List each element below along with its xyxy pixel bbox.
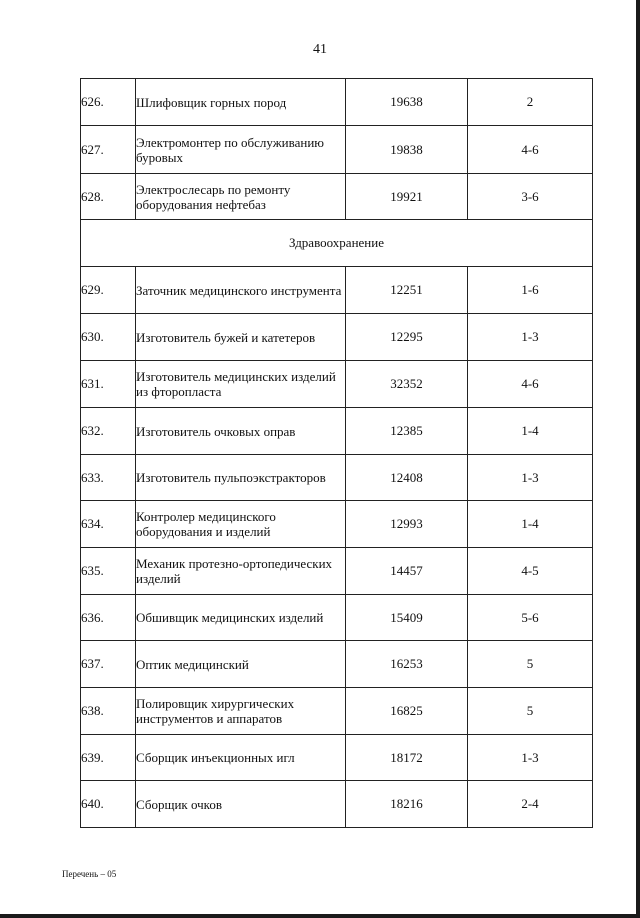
profession-name: Электромонтер по обслуживанию буровых — [136, 126, 346, 174]
profession-name: Электрослесарь по ремонту оборудования нефтебаз — [136, 174, 346, 220]
table-row — [81, 267, 593, 314]
row-number: 630. — [81, 314, 136, 361]
table-row — [81, 735, 593, 781]
table-row — [81, 595, 593, 641]
profession-name: Изготовитель бужей и катетеров — [136, 314, 346, 361]
grade-range: 5 — [468, 688, 593, 735]
row-number: 631. — [81, 361, 136, 408]
row-number: 632. — [81, 408, 136, 455]
row-number: 637. — [81, 641, 136, 688]
table-row — [81, 501, 593, 548]
table-row — [81, 408, 593, 455]
profession-name: Изготовитель медицинских изделий из фторопласта — [136, 361, 346, 408]
row-number: 626. — [81, 79, 136, 126]
table-row — [81, 361, 593, 408]
profession-code: 12408 — [346, 455, 468, 501]
profession-name: Полировщик хирургических инструментов и аппаратов — [136, 688, 346, 735]
table-row — [81, 781, 593, 828]
profession-name: Обшивщик медицинских изделий — [136, 595, 346, 641]
profession-name: Сборщик очков — [136, 781, 346, 828]
table-row — [81, 174, 593, 220]
profession-name: Изготовитель очковых оправ — [136, 408, 346, 455]
profession-code: 32352 — [346, 361, 468, 408]
profession-table — [80, 78, 593, 828]
profession-code: 16253 — [346, 641, 468, 688]
grade-range: 1-3 — [468, 314, 593, 361]
profession-name: Механик протезно-ортопедических изделий — [136, 548, 346, 595]
grade-range: 4-6 — [468, 361, 593, 408]
grade-range: 2-4 — [468, 781, 593, 828]
profession-code: 12385 — [346, 408, 468, 455]
profession-code: 12993 — [346, 501, 468, 548]
profession-name: Контролер медицинского оборудования и изделий — [136, 501, 346, 548]
profession-code: 16825 — [346, 688, 468, 735]
profession-code: 18216 — [346, 781, 468, 828]
table-row — [81, 314, 593, 361]
grade-range: 3-6 — [468, 174, 593, 220]
scan-edge-right — [636, 0, 640, 918]
grade-range: 1-6 — [468, 267, 593, 314]
grade-range: 2 — [468, 79, 593, 126]
section-row — [81, 220, 593, 267]
grade-range: 1-4 — [468, 501, 593, 548]
table-row — [81, 79, 593, 126]
row-number: 628. — [81, 174, 136, 220]
profession-code: 19921 — [346, 174, 468, 220]
table-row — [81, 641, 593, 688]
grade-range: 1-3 — [468, 455, 593, 501]
grade-range: 5-6 — [468, 595, 593, 641]
profession-name: Сборщик инъекционных игл — [136, 735, 346, 781]
table-row — [81, 548, 593, 595]
table-row — [81, 455, 593, 501]
row-number: 640. — [81, 781, 136, 828]
footer-text: Перечень – 05 — [62, 869, 117, 879]
grade-range: 4-6 — [468, 126, 593, 174]
row-number: 635. — [81, 548, 136, 595]
profession-code: 19638 — [346, 79, 468, 126]
row-number: 636. — [81, 595, 136, 641]
scan-edge-bottom — [0, 914, 640, 918]
profession-name: Изготовитель пульпоэкстракторов — [136, 455, 346, 501]
profession-name: Оптик медицинский — [136, 641, 346, 688]
profession-code: 15409 — [346, 595, 468, 641]
table-body-before — [81, 79, 593, 220]
profession-code: 19838 — [346, 126, 468, 174]
profession-code: 14457 — [346, 548, 468, 595]
row-number: 633. — [81, 455, 136, 501]
grade-range: 1-4 — [468, 408, 593, 455]
section-row-group — [81, 220, 593, 267]
table-body-after — [81, 267, 593, 828]
page-number: 41 — [313, 42, 327, 57]
row-number: 627. — [81, 126, 136, 174]
profession-code: 12251 — [346, 267, 468, 314]
row-number: 638. — [81, 688, 136, 735]
profession-code: 12295 — [346, 314, 468, 361]
row-number: 634. — [81, 501, 136, 548]
table-row — [81, 688, 593, 735]
row-number: 639. — [81, 735, 136, 781]
profession-name: Заточник медицинского инструмента — [136, 267, 346, 314]
profession-name: Шлифовщик горных пород — [136, 79, 346, 126]
profession-code: 18172 — [346, 735, 468, 781]
grade-range: 5 — [468, 641, 593, 688]
row-number: 629. — [81, 267, 136, 314]
grade-range: 1-3 — [468, 735, 593, 781]
grade-range: 4-5 — [468, 548, 593, 595]
section-title: Здравоохранение — [81, 220, 593, 267]
table-row — [81, 126, 593, 174]
